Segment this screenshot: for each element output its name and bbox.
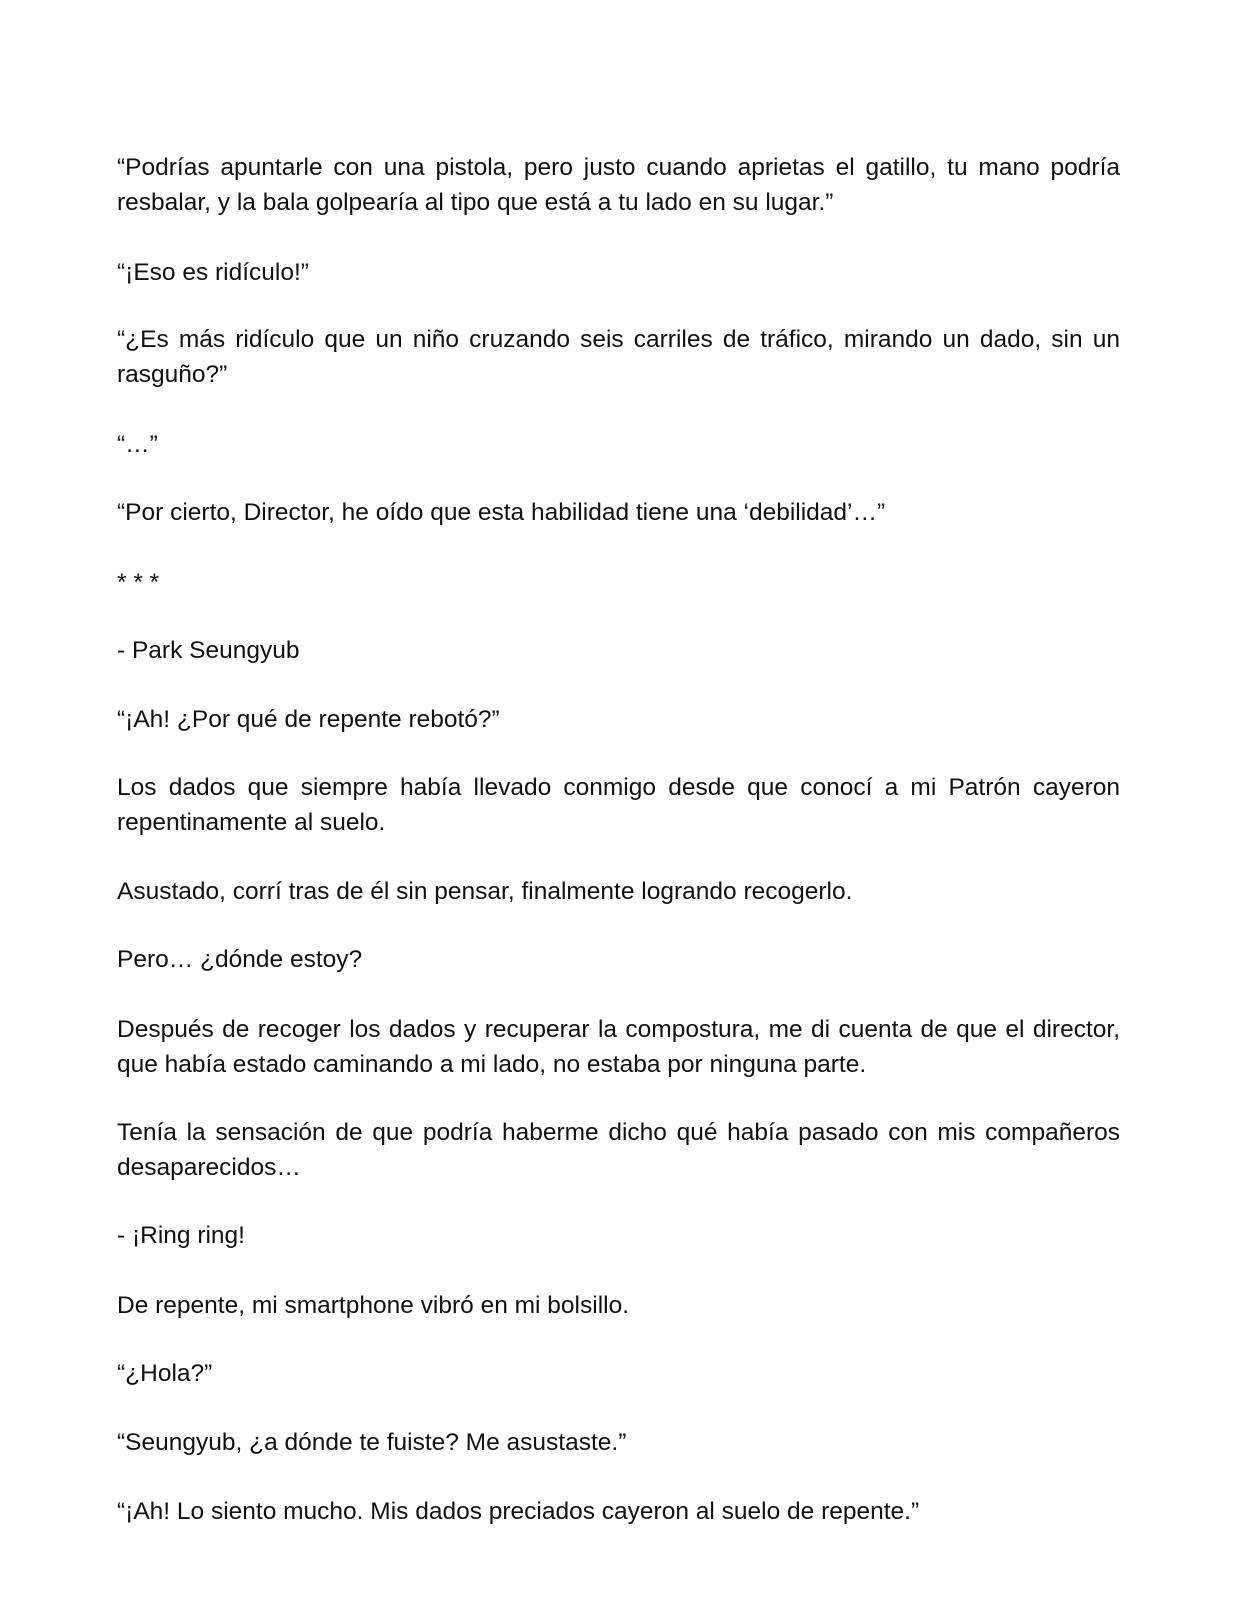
- paragraph-9: Los dados que siempre había llevado conmigo desde que conocí a mi Patrón cayeron repentinamente al suelo.: [117, 774, 1120, 836]
- paragraph-10: Asustado, corrí tras de él sin pensar, finalmente logrando recogerlo.: [117, 878, 853, 905]
- paragraph-1: “Podrías apuntarle con una pistola, pero justo cuando aprietas el gatillo, tu mano podría resbalar, y la bala golpearía al tipo que está a tu lado en su lugar.”: [117, 154, 1120, 216]
- paragraph-15: De repente, mi smartphone vibró en mi bolsillo.: [117, 1292, 630, 1319]
- paragraph-7: - Park Seungyub: [117, 637, 300, 664]
- paragraph-5: “Por cierto, Director, he oído que esta habilidad tiene una ‘debilidad’…”: [117, 499, 886, 526]
- paragraph-17: “Seungyub, ¿a dónde te fuiste? Me asustaste.”: [117, 1429, 627, 1456]
- paragraph-11: Pero… ¿dónde estoy?: [117, 946, 363, 973]
- paragraph-16: “¿Hola?”: [117, 1360, 213, 1387]
- paragraph-13: Tenía la sensación de que podría haberme dicho qué había pasado con mis compañeros desaparecidos…: [117, 1119, 1120, 1181]
- paragraph-2: “¡Eso es ridículo!”: [117, 259, 309, 286]
- scene-break: * * *: [117, 569, 160, 596]
- paragraph-8: “¡Ah! ¿Por qué de repente rebotó?”: [117, 706, 500, 733]
- paragraph-18: “¡Ah! Lo siento mucho. Mis dados preciados cayeron al suelo de repente.”: [117, 1498, 920, 1525]
- paragraph-14: - ¡Ring ring!: [117, 1222, 245, 1249]
- paragraph-12: Después de recoger los dados y recuperar la compostura, me di cuenta de que el director, que había estado caminando a mi lado, no estaba por ninguna parte.: [117, 1016, 1120, 1078]
- paragraph-4: “…”: [117, 431, 158, 458]
- paragraph-3: “¿Es más ridículo que un niño cruzando seis carriles de tráfico, mirando un dado, sin un rasguño?”: [117, 326, 1120, 388]
